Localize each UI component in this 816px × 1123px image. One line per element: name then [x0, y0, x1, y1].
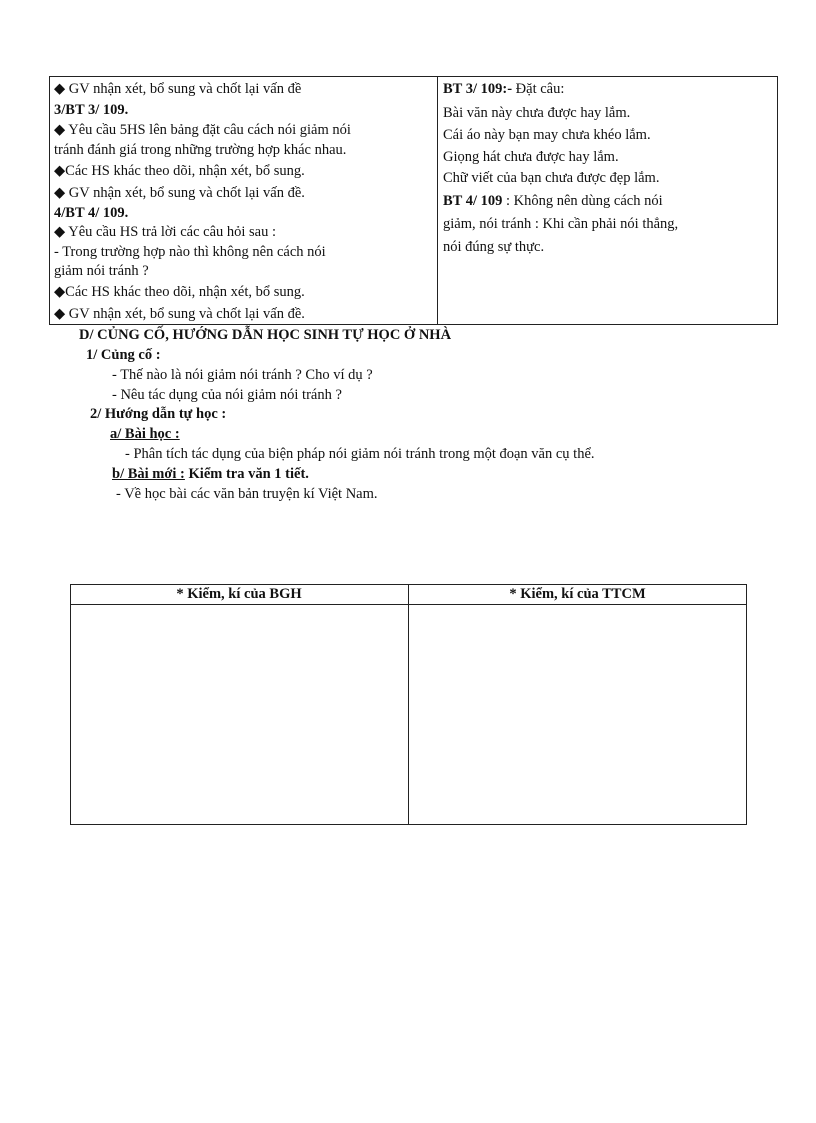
signature-header-bgh: * Kiểm, kí của BGH [176, 586, 302, 602]
bai-moi-title: b/ Bài mới : [112, 466, 185, 482]
signature-header-ttcm: * Kiểm, kí của TTCM [509, 586, 646, 602]
left-line: ◆ Yêu cầu 5HS lên bảng đặt câu cách nói giảm nói [54, 122, 351, 138]
bai-moi-item: - Về học bài các văn bản truyện kí Việt Nam. [116, 486, 378, 502]
left-line: ◆ Yêu cầu HS trả lời các câu hỏi sau : [54, 224, 277, 240]
bt3-label: BT 3/ 109:- [443, 81, 513, 97]
left-line-heading: 3/BT 3/ 109. [54, 102, 129, 118]
bt4-title-rest: : Không nên dùng cách nói [502, 193, 663, 209]
left-line: tránh đánh giá trong những trường hợp khác nhau. [54, 142, 347, 158]
bt3-sentence: Cái áo này bạn may chưa khéo lắm. [443, 127, 651, 143]
bai-hoc-title: a/ Bài học : [110, 426, 180, 442]
signature-area-bgh [71, 605, 407, 824]
signature-area-ttcm [409, 605, 746, 824]
left-line: ◆Các HS khác theo dõi, nhận xét, bổ sung. [54, 163, 305, 179]
bt4-answer-line: giảm, nói tránh : Khi cần phải nói thẳng, [443, 216, 679, 232]
bai-moi-rest: Kiểm tra văn 1 tiết. [184, 466, 309, 482]
huong-dan-title: 2/ Hướng dẫn tự học : [90, 406, 227, 422]
left-line-heading: 4/BT 4/ 109. [54, 205, 129, 221]
bt3-sentence: Bài văn này chưa được hay lắm. [443, 105, 631, 121]
bt3-sentence: Giọng hát chưa được hay lắm. [443, 149, 619, 165]
bt4-answer-line: nói đúng sự thực. [443, 239, 545, 255]
left-line: ◆ GV nhận xét, bổ sung và chốt lại vấn đề. [54, 306, 305, 322]
bt3-title-rest: Đặt câu: [512, 81, 565, 97]
cung-co-item: - Nêu tác dụng của nói giảm nói tránh ? [112, 387, 342, 403]
left-line: - Trong trường hợp nào thì không nên cách nói [54, 244, 326, 260]
bai-moi-line [112, 465, 309, 483]
left-line: giảm nói tránh ? [54, 263, 149, 279]
section-d-heading: D/ CỦNG CỐ, HƯỚNG DẪN HỌC SINH TỰ HỌC Ở NHÀ [79, 327, 452, 343]
left-line: ◆ GV nhận xét, bổ sung và chốt lại vấn đề [54, 81, 302, 97]
bai-hoc-item: - Phân tích tác dụng của biện pháp nói giảm nói tránh trong một đoạn văn cụ thể. [125, 446, 595, 462]
bt3-sentence: Chữ viết của bạn chưa được đẹp lắm. [443, 170, 660, 186]
bt3-title [443, 80, 564, 98]
bt4-title [443, 192, 663, 210]
left-line: ◆ GV nhận xét, bổ sung và chốt lại vấn đề. [54, 185, 305, 201]
left-line: ◆Các HS khác theo dõi, nhận xét, bổ sung. [54, 284, 305, 300]
cung-co-item: - Thế nào là nói giảm nói tránh ? Cho ví dụ ? [112, 367, 373, 383]
activity-table-divider [437, 76, 438, 325]
cung-co-title: 1/ Củng cố : [86, 347, 161, 363]
bt4-label: BT 4/ 109 [443, 193, 503, 209]
